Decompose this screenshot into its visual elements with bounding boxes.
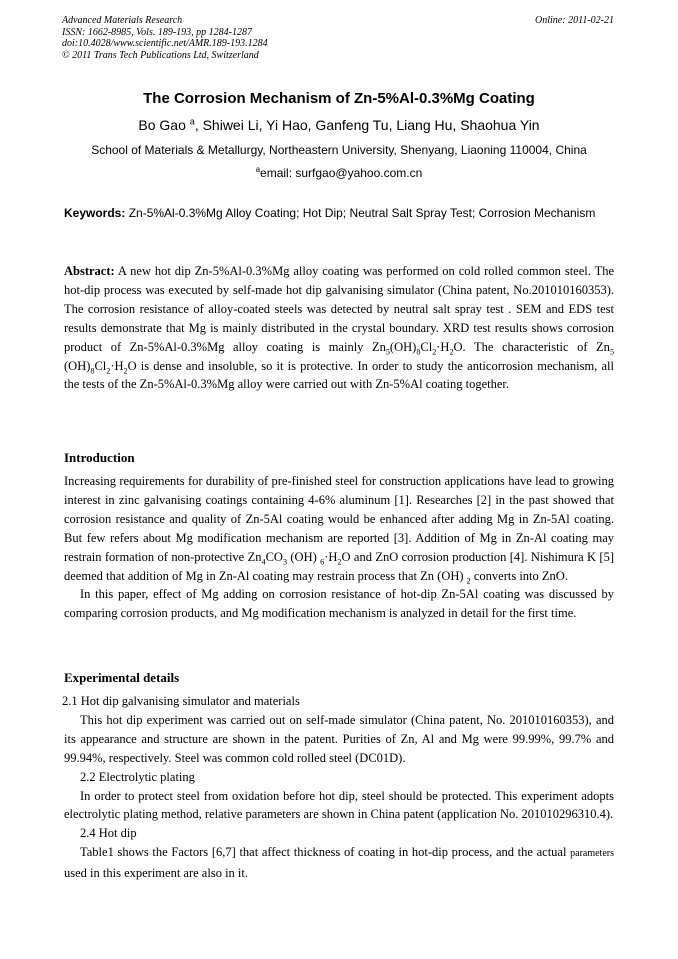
journal-header [62,15,614,61]
subsection-2-4-text [64,843,614,883]
abstract-text: Cl [94,358,107,373]
body-text: O and ZnO corrosion production [4]. Nishimura K [5] deemed that addition of Mg in Zn-Al coating may restrain process that Zn (OH) [64,549,614,583]
journal-name: Advanced Materials Research [62,15,183,26]
keywords-text: Zn-5%Al-0.3%Mg Alloy Coating; Hot Dip; Neutral Salt Spray Test; Corrosion Mechanism [125,206,596,220]
author-affil-mark: a [189,116,195,127]
abstract-text: ·H [436,339,450,354]
abstract-text: A new hot dip Zn-5%Al-0.3%Mg alloy coating was performed on cold rolled common steel. The hot-dip process was executed by self-made hot dip galvanising simulator (China patent, No.201010160353). The corrosion resistance of alloy-coated steels was detected by neutral salt spray test . SEM and EDS test results demonstrate that Mg is mainly distributed in the crystal boundary. XRD test results shows corrosion product of Zn-5%Al-0.3%Mg alloy coating is mainly Zn [64,264,614,354]
abstract-text: (OH) [389,339,417,354]
introduction-heading: Introduction [64,450,135,465]
body-text: parameters [570,848,614,860]
author-name: Bo Gao [138,117,186,133]
subscript: 8 [90,366,95,376]
online-date: Online: 2011-02-21 [535,15,614,26]
abstract [64,262,614,394]
experimental-heading: Experimental details [64,670,180,685]
introduction-section [64,448,614,623]
subscript: 4 [261,557,266,567]
subsection-2-4-title: 2.4 Hot dip [80,826,137,841]
subsection-2-2-text: In order to protect steel from oxidation before hot dip, steel should be protected. This experiment adopts electrolytic plating method, relative parameters are shown in China patent (application No. 201010296310.4). [64,788,614,822]
email-line [0,165,678,181]
subscript: 2 [432,347,437,357]
abstract-text: O is dense and insoluble, so it is protective. In order to study the anticorrosion mechanism, all the tests of the Zn-5%Al-0.3%Mg alloy were carried out with Zn-5%Al coating together. [64,358,614,392]
subscript: 2 [449,347,454,357]
abstract-text: ·H [110,358,124,373]
introduction-paragraph-1 [64,472,614,585]
issn-line: ISSN: 1662-8985, Vols. 189-193, pp 1284-1287 [62,26,252,38]
paper-title: The Corrosion Mechanism of Zn-5%Al-0.3%Mg Coating [143,90,535,107]
subscript: 5 [385,347,390,357]
introduction-paragraph-2: In this paper, effect of Mg adding on corrosion resistance of hot-dip Zn-5Al coating was discussed by comparing corrosion products, and Mg modification mechanism is analyzed in detail for the first time. [64,587,614,621]
email-text: email: surfgao@yahoo.com.cn [260,166,423,180]
subsection-2-1-text: This hot dip experiment was carried out on self-made simulator (China patent, No. 201010160353), and its appearance and structure are shown in the patent. Purities of Zn, Al and Mg were 99.99%, 99.7% and 99.94%, respectively. Steel was common cold rolled steel (DC01D). [64,712,614,765]
body-text: Table1 shows the Factors [6,7] that affect thickness of coating in hot-dip process, and the actual [80,845,571,860]
author-names-rest: , Shiwei Li, Yi Hao, Ganfeng Tu, Liang Hu, Shaohua Yin [194,117,540,133]
experimental-section [64,668,614,883]
doi-line: doi:10.4028/www.scientific.net/AMR.189-193.1284 [62,38,268,49]
body-text: (OH) [287,549,321,564]
author-list [0,116,678,134]
body-text: used in this experiment are also in it. [64,866,248,881]
subscript: 3 [282,557,287,567]
subscript: 6 [320,557,325,567]
subsection-2-2-title: 2.2 Electrolytic plating [80,769,195,784]
keywords [64,204,614,222]
body-text: Increasing requirements for durability of pre-finished steel for construction applications have lead to growing interest in zinc galvanising coatings containing 4-6% aluminum [1]. Researches [2] in the past showed that corrosion resistance and quality of Zn-5Al coating would be enhanced after adding Mg in Zn-5Al coating. But few refers about Mg modification mechanism are reported [3]. Addition of Mg in Zn-Al coating may restrain formation of non-protective Zn [64,474,614,564]
abstract-text: (OH) [64,358,91,373]
email-affil-mark: a [255,165,261,174]
affiliation: School of Materials & Metallurgy, Northeastern University, Shenyang, Liaoning 110004, China [91,143,587,157]
body-text: ·H [324,549,338,564]
abstract-label: Abstract: [64,264,115,278]
body-text: CO [265,549,283,564]
subsection-2-1-title: 2.1 Hot dip galvanising simulator and materials [62,694,300,708]
subscript: 5 [609,347,614,357]
subscript: 2 [466,576,471,586]
abstract-text: Cl [420,339,433,354]
copyright-line: © 2011 Trans Tech Publications Ltd, Switzerland [62,49,259,61]
subscript: 2 [106,366,111,376]
abstract-paragraph [64,262,614,394]
subscript: 2 [123,366,128,376]
subscript: 2 [337,557,342,567]
keywords-label: Keywords: [64,206,126,220]
subscript: 8 [416,347,421,357]
abstract-text: O. The characteristic of Zn [453,339,610,354]
body-text: converts into ZnO. [470,568,568,583]
